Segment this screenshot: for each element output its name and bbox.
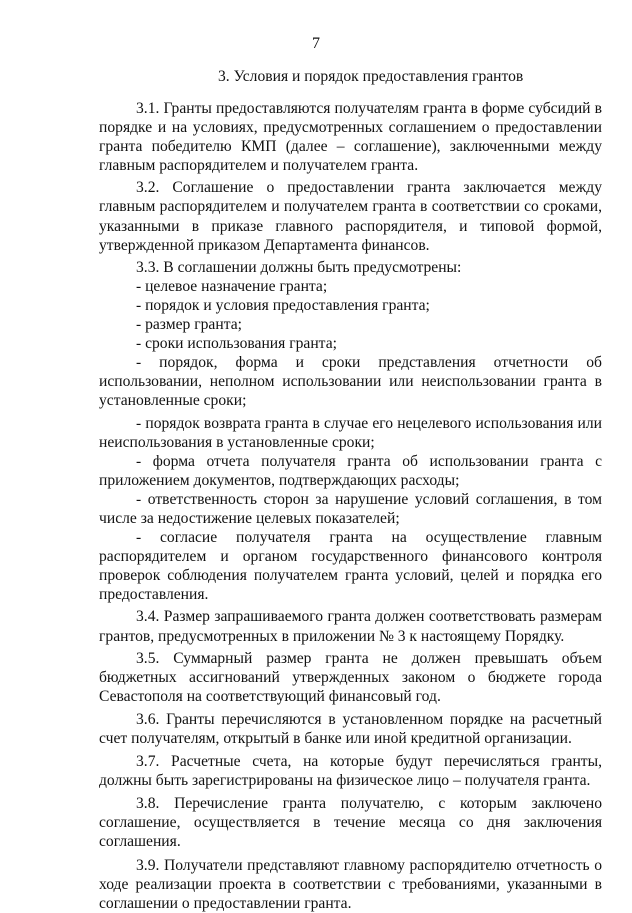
list-item: - ответственность сторон за нарушение условий соглашения, в том числе за недостижение целевых показателей;: [99, 490, 602, 527]
list-item: - сроки использования гранта;: [136, 335, 337, 353]
paragraph-3-5: 3.5. Суммарный размер гранта не должен превышать объем бюджетных ассигнований утвержденных законом о бюджете города Севастополя на соответствующий финансовый год.: [99, 649, 602, 705]
paragraph-3-7: 3.7. Расчетные счета, на которые будут перечисляться гранты, должны быть зарегистрированы на физическое лицо – получателя гранта.: [99, 753, 602, 790]
paragraph-3-8: 3.8. Перечисление гранта получателю, с которым заключено соглашение, осуществляется в течение месяца со дня заключения соглашения.: [99, 795, 602, 851]
paragraph-3-3: 3.3. В соглашении должны быть предусмотрены:: [136, 258, 462, 276]
list-item: - порядок возврата гранта в случае его нецелевого использования или неиспользования в установленные сроки;: [99, 414, 602, 451]
paragraph-3-9: 3.9. Получатели представляют главному распорядителю отчетность о ходе реализации проекта в соответствии с требованиями, указанными в соглашении о предоставлении гранта.: [99, 856, 602, 912]
list-item: - форма отчета получателя гранта об использовании гранта с приложением документов, подтверждающих расходы;: [99, 452, 602, 489]
page-number: 7: [312, 35, 320, 52]
list-item: - согласие получателя гранта на осуществление главным распорядителем и органом государственного финансового контроля проверок соблюдения получателем гранта условий, целей и порядка его предоставления.: [99, 529, 602, 604]
paragraph-3-6: 3.6. Гранты перечисляются в установленном порядке на расчетный счет получателям, открытый в банке или иной кредитной организации.: [99, 710, 602, 747]
paragraph-3-2: 3.2. Соглашение о предоставлении гранта заключается между главным распорядителем и получателем гранта в соответствии со сроками, указанными в приказе главного распорядителя, и типовой формой, утвержденной приказом Департамента финансов.: [99, 179, 602, 254]
paragraph-3-4: 3.4. Размер запрашиваемого гранта должен соответствовать размерам грантов, предусмотренных в приложении № 3 к настоящему Порядку.: [99, 608, 602, 645]
list-item: - размер гранта;: [136, 316, 242, 334]
list-item: - порядок, форма и сроки представления отчетности об использовании, неполном использовании или неиспользовании гранта в установленные сроки;: [99, 354, 602, 410]
list-item: - целевое назначение гранта;: [136, 277, 328, 295]
document-body: [99, 99, 602, 913]
section-title: 3. Условия и порядок предоставления грантов: [218, 68, 524, 85]
list-item: - порядок и условия предоставления гранта;: [136, 296, 430, 314]
paragraph-3-1: 3.1. Гранты предоставляются получателям гранта в форме субсидий в порядке и на условиях, предусмотренных соглашением о предоставлении гранта победителю КМП (далее – соглашение), заключенными между главным распорядителем и получателем гранта.: [99, 100, 602, 175]
